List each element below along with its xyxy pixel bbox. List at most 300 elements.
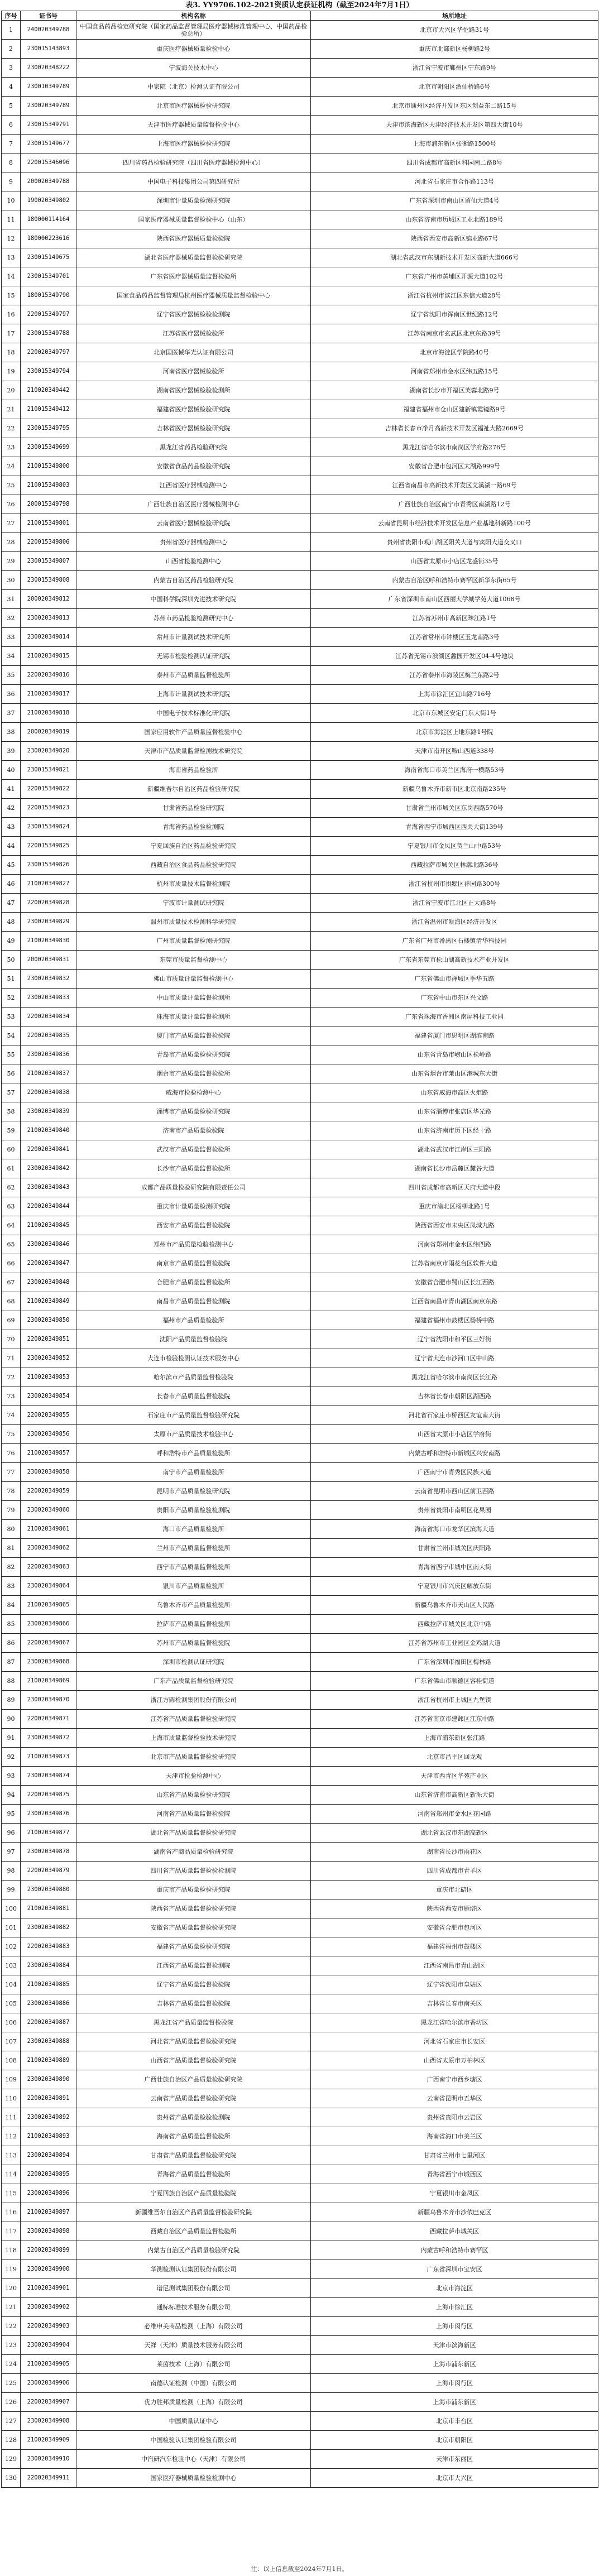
certificate-no-cell: 230015349824 [21, 818, 76, 837]
institution-name-cell: 上海市计量测试技术研究院 [76, 685, 311, 704]
institution-name-cell: 深圳市计量质量检测研究院 [76, 191, 311, 210]
certificate-no-cell: 230020349814 [21, 628, 76, 647]
address-cell: 浙江省宁波市鄞州区宁东路9号 [311, 59, 598, 78]
table-row [2, 1064, 598, 1083]
address-cell: 上海市闵行区 [311, 2317, 598, 2336]
serial-cell: 35 [2, 666, 21, 685]
serial-cell: 8 [2, 153, 21, 172]
certificate-no-cell: 220020349851 [21, 1330, 76, 1349]
institution-name-cell: 威海市检验检测中心 [76, 1083, 311, 1102]
table-row [2, 495, 598, 514]
certificate-no-cell: 230020349910 [21, 2450, 76, 2469]
certificate-no-cell: 210020349877 [21, 1824, 76, 1843]
serial-cell: 13 [2, 248, 21, 267]
table-row [2, 2431, 598, 2450]
serial-cell: 18 [2, 343, 21, 362]
certificate-no-cell: 230020349839 [21, 1102, 76, 1121]
certificate-no-cell: 220020349911 [21, 2469, 76, 2488]
serial-cell: 58 [2, 1102, 21, 1121]
table-row [2, 324, 598, 343]
institution-name-cell: 郑州市产品质量检验检测中心 [76, 1235, 311, 1254]
table-body [2, 21, 598, 2488]
serial-cell: 107 [2, 2032, 21, 2051]
certificate-no-cell: 220020349903 [21, 2317, 76, 2336]
address-cell: 山东省烟台市莱山区港城东大街 [311, 1064, 598, 1083]
table-row [2, 229, 598, 248]
serial-cell: 26 [2, 495, 21, 514]
table-row [2, 1349, 598, 1368]
serial-cell: 40 [2, 761, 21, 780]
table-row [2, 21, 598, 40]
serial-cell: 113 [2, 2146, 21, 2165]
institution-name-cell: 中家院（北京）检测认证有限公司 [76, 78, 311, 97]
serial-cell: 92 [2, 1748, 21, 1767]
institution-name-cell: 哈尔滨市产品质量监督检验院 [76, 1368, 311, 1387]
certificate-no-cell: 220020349875 [21, 1786, 76, 1805]
serial-cell: 36 [2, 685, 21, 704]
institution-name-cell: 湖北省产品质量监督检验研究院 [76, 1824, 311, 1843]
table-row [2, 1653, 598, 1672]
certificate-no-cell: 210020349857 [21, 1444, 76, 1463]
certificate-no-cell: 220020349847 [21, 1254, 76, 1273]
serial-cell: 99 [2, 1881, 21, 1899]
table-row [2, 666, 598, 685]
institution-name-cell: 安徽省产品质量监督检验研究院 [76, 1918, 311, 1937]
address-cell: 四川省成都市高新区科园南二路8号 [311, 153, 598, 172]
address-cell: 甘肃省兰州市城关区东岗西路570号 [311, 799, 598, 818]
certificate-no-cell: 220020349907 [21, 2393, 76, 2412]
serial-cell: 30 [2, 571, 21, 590]
table-row [2, 1330, 598, 1349]
institution-name-cell: 湖北省医疗器械质量监督检验研究院 [76, 248, 311, 267]
certificate-no-cell: 220020349879 [21, 1862, 76, 1881]
table-row [2, 305, 598, 324]
footnote: 注：以上信息截至2024年7月1日。 [251, 2565, 348, 2573]
address-cell: 湖北省武汉市江岸区三阳路 [311, 1140, 598, 1159]
certificate-no-cell: 210020349909 [21, 2431, 76, 2450]
table-row [2, 1235, 598, 1254]
institution-name-cell: 西安市产品质量监督检验院 [76, 1216, 311, 1235]
table-row [2, 1558, 598, 1577]
serial-cell: 25 [2, 476, 21, 495]
serial-cell: 106 [2, 2013, 21, 2032]
institution-name-cell: 合肥市产品质量监督检验所 [76, 1273, 311, 1292]
address-cell: 天津市滨海新区天津经济技术开发区第四大街10号 [311, 116, 598, 135]
table-row [2, 78, 598, 97]
address-cell: 西藏拉萨市城关区北京中路 [311, 1615, 598, 1634]
certificate-no-cell: 230020349852 [21, 1349, 76, 1368]
certificate-no-cell: 200020349819 [21, 723, 76, 742]
certificate-no-cell: 230020349862 [21, 1539, 76, 1558]
serial-cell: 87 [2, 1653, 21, 1672]
institution-name-cell: 天津市产品质量监督检测技术研究院 [76, 742, 311, 761]
table-row [2, 1994, 598, 2013]
table-row [2, 1425, 598, 1444]
certificate-no-cell: 230020349876 [21, 1805, 76, 1824]
address-cell: 天津市西青区华苑产业区 [311, 1767, 598, 1786]
certificate-no-cell: 230020349848 [21, 1273, 76, 1292]
address-cell: 西藏拉萨市城关区 [311, 2222, 598, 2241]
institution-name-cell: 上海市质量监督检验技术研究院 [76, 1729, 311, 1748]
address-cell: 山东省济南市历下区经十路 [311, 1121, 598, 1140]
address-cell: 河南省郑州市金水区纬四路 [311, 1235, 598, 1254]
institution-name-cell: 重庆医疗器械质量检验中心 [76, 40, 311, 59]
institution-name-cell: 北京市产品质量监督检验研究院 [76, 1748, 311, 1767]
certificate-no-cell: 220015349806 [21, 533, 76, 552]
address-cell: 新疆乌鲁木齐市沙依巴克区 [311, 2203, 598, 2222]
address-cell: 北京市朝阳区 [311, 2431, 598, 2450]
certificate-no-cell: 230015349808 [21, 571, 76, 590]
certified-institutions-table [1, 11, 598, 2488]
table-row [2, 1899, 598, 1918]
serial-cell: 98 [2, 1862, 21, 1881]
serial-cell: 91 [2, 1729, 21, 1748]
institution-name-cell: 昆明市产品质量检验研究院 [76, 1482, 311, 1501]
address-cell: 辽宁省大连市沙河口区中山路 [311, 1349, 598, 1368]
serial-cell: 119 [2, 2260, 21, 2279]
address-cell: 河北省石家庄市合作路113号 [311, 172, 598, 191]
certificate-no-cell: 210020349905 [21, 2355, 76, 2374]
address-cell: 辽宁省沈阳市皇姑区 [311, 1975, 598, 1994]
table-row [2, 362, 598, 381]
certificate-no-cell: 190020349802 [21, 191, 76, 210]
address-cell: 湖北省武汉市东湖新技术开发区高新大道666号 [311, 248, 598, 267]
serial-cell: 73 [2, 1387, 21, 1406]
table-row [2, 438, 598, 457]
header-certificate-no: 证书号 [21, 11, 76, 21]
serial-cell: 126 [2, 2393, 21, 2412]
address-cell: 浙江省杭州市拱墅区祥园路300号 [311, 875, 598, 894]
institution-name-cell: 辽宁省医疗器械检验检测院 [76, 305, 311, 324]
certificate-no-cell: 210020349865 [21, 1596, 76, 1615]
institution-name-cell: 乌鲁木齐市产品质量检验所 [76, 1596, 311, 1615]
serial-cell: 49 [2, 932, 21, 951]
institution-name-cell: 南京市产品质量监督检验院 [76, 1254, 311, 1273]
certificate-no-cell: 210015349803 [21, 476, 76, 495]
certificate-no-cell: 230020349882 [21, 1918, 76, 1937]
serial-cell: 47 [2, 894, 21, 913]
certificate-no-cell: 210020349815 [21, 647, 76, 666]
table-row [2, 1387, 598, 1406]
serial-cell: 60 [2, 1140, 21, 1159]
institution-name-cell: 贵阳市产品质量检验检测院 [76, 1501, 311, 1520]
certificate-no-cell: 220020349883 [21, 1937, 76, 1956]
certificate-no-cell: 230020349878 [21, 1843, 76, 1862]
address-cell: 江苏省泰州市海陵区梅兰东路2号 [311, 666, 598, 685]
address-cell: 广东省广州市黄埔区开源大道102号 [311, 267, 598, 286]
certificate-no-cell: 210020349881 [21, 1899, 76, 1918]
serial-cell: 45 [2, 856, 21, 875]
certificate-no-cell: 230020349908 [21, 2412, 76, 2431]
address-cell: 广东省深圳市南山区留仙大道4号 [311, 191, 598, 210]
serial-cell: 41 [2, 780, 21, 799]
serial-cell: 37 [2, 704, 21, 723]
institution-name-cell: 江西省医疗器械检测中心 [76, 476, 311, 495]
institution-name-cell: 兰州市产品质量监督检验所 [76, 1539, 311, 1558]
institution-name-cell: 银川市产品质量检验所 [76, 1577, 311, 1596]
serial-cell: 61 [2, 1159, 21, 1178]
address-cell: 山东省济南市历城区工业北路189号 [311, 210, 598, 229]
table-row [2, 1710, 598, 1729]
certificate-no-cell: 230020349880 [21, 1881, 76, 1899]
certificate-no-cell: 230020349902 [21, 2298, 76, 2317]
certificate-no-cell: 210020349861 [21, 1520, 76, 1539]
table-row [2, 1406, 598, 1425]
address-cell: 黑龙江省哈尔滨市南岗区长江路 [311, 1368, 598, 1387]
table-row [2, 2051, 598, 2070]
certificate-no-cell: 230020349854 [21, 1387, 76, 1406]
certificate-no-cell: 230015349826 [21, 856, 76, 875]
address-cell: 福建省福州市仓山区建新镇霞镜路9号 [311, 400, 598, 419]
table-row [2, 685, 598, 704]
address-cell: 山西省太原市小店区学府街 [311, 1425, 598, 1444]
table-row [2, 381, 598, 400]
table-row [2, 1634, 598, 1653]
address-cell: 山东省青岛市崂山区松岭路 [311, 1045, 598, 1064]
serial-cell: 34 [2, 647, 21, 666]
address-cell: 北京市朝阳区酒仙桥路6号 [311, 78, 598, 97]
serial-cell: 78 [2, 1482, 21, 1501]
certificate-no-cell: 230020349906 [21, 2374, 76, 2393]
address-cell: 浙江省杭州市上城区九堡镇 [311, 1691, 598, 1710]
serial-cell: 24 [2, 457, 21, 476]
institution-name-cell: 无锡市检验检测认证研究院 [76, 647, 311, 666]
address-cell: 陕西省西安市未央区凤城九路 [311, 1216, 598, 1235]
certificate-no-cell: 220020349899 [21, 2241, 76, 2260]
address-cell: 北京市海淀区上地东路1号院 [311, 723, 598, 742]
institution-name-cell: 福建省产品质量检验研究院 [76, 1937, 311, 1956]
address-cell: 上海市浦东新区张江路 [311, 1729, 598, 1748]
serial-cell: 62 [2, 1178, 21, 1197]
institution-name-cell: 青海省药品检验检测院 [76, 818, 311, 837]
table-row [2, 1102, 598, 1121]
serial-cell: 4 [2, 78, 21, 97]
institution-name-cell: 宁波海关技术中心 [76, 59, 311, 78]
serial-cell: 57 [2, 1083, 21, 1102]
serial-cell: 46 [2, 875, 21, 894]
address-cell: 辽宁省沈阳市和平区三好街 [311, 1330, 598, 1349]
institution-name-cell: 宁波市计量测试研究院 [76, 894, 311, 913]
certificate-no-cell: 210020349893 [21, 2127, 76, 2146]
serial-cell: 39 [2, 742, 21, 761]
institution-name-cell: 湖南省产商品质量检验研究院 [76, 1843, 311, 1862]
serial-cell: 43 [2, 818, 21, 837]
serial-cell: 111 [2, 2108, 21, 2127]
address-cell: 江西省南昌市高新技术开发区艾溪湖一路69号 [311, 476, 598, 495]
institution-name-cell: 南德认证检测（中国）有限公司 [76, 2374, 311, 2393]
certificate-no-cell: 230020349858 [21, 1463, 76, 1482]
institution-name-cell: 江苏省产品质量监督检验研究院 [76, 1710, 311, 1729]
certificate-no-cell: 220020349895 [21, 2165, 76, 2184]
address-cell: 北京市海淀区 [311, 2279, 598, 2298]
serial-cell: 55 [2, 1045, 21, 1064]
institution-name-cell: 安徽省食品药品检验研究院 [76, 457, 311, 476]
certificate-no-cell: 230015349821 [21, 761, 76, 780]
serial-cell: 95 [2, 1805, 21, 1824]
institution-name-cell: 河北省产品质量监督检验研究院 [76, 2032, 311, 2051]
table-row [2, 2317, 598, 2336]
certificate-no-cell: 230015349807 [21, 552, 76, 571]
certificate-no-cell: 230020349820 [21, 742, 76, 761]
serial-cell: 80 [2, 1520, 21, 1539]
address-cell: 湖南省长沙市岳麓区麓谷大道 [311, 1159, 598, 1178]
address-cell: 上海市闵行区 [311, 2374, 598, 2393]
certificate-no-cell: 220020349871 [21, 1710, 76, 1729]
institution-name-cell: 山东省产品质量检验研究院 [76, 1786, 311, 1805]
institution-name-cell: 西藏自治区食品药品检验研究院 [76, 856, 311, 875]
institution-name-cell: 云南省医疗器械检验研究院 [76, 514, 311, 533]
address-cell: 广东省中山市东区兴文路 [311, 989, 598, 1008]
address-cell: 贵州省贵阳市南明区花果园 [311, 1501, 598, 1520]
certificate-no-cell: 220015346096 [21, 153, 76, 172]
address-cell: 上海市徐汇区 [311, 2298, 598, 2317]
address-cell: 吉林省长春市净月高新技术开发区福祉大路2669号 [311, 419, 598, 438]
institution-name-cell: 黑龙江省产品质量监督检验院 [76, 2013, 311, 2032]
institution-name-cell: 青海省产品质量监督检验所 [76, 2165, 311, 2184]
institution-name-cell: 淄博市产品质量检验研究院 [76, 1102, 311, 1121]
serial-cell: 123 [2, 2336, 21, 2355]
address-cell: 新疆乌鲁木齐市天山区人民路 [311, 1596, 598, 1615]
table-row [2, 742, 598, 761]
serial-cell: 84 [2, 1596, 21, 1615]
institution-name-cell: 河南省产品质量监督检验院 [76, 1805, 311, 1824]
serial-cell: 124 [2, 2355, 21, 2374]
address-cell: 内蒙古自治区呼和浩特市赛罕区新华东街65号 [311, 571, 598, 590]
address-cell: 内蒙古呼和浩特市赛罕区 [311, 2241, 598, 2260]
table-row [2, 1008, 598, 1026]
table-row [2, 2469, 598, 2488]
address-cell: 辽宁省沈阳市浑南区世纪路12号 [311, 305, 598, 324]
address-cell: 上海市浦东新区张衡路1500号 [311, 135, 598, 153]
address-cell: 山西省太原市小店区龙盛街35号 [311, 552, 598, 571]
institution-name-cell: 贵州省产品质量检验检测院 [76, 2108, 311, 2127]
institution-name-cell: 西宁市产品质量监督检验所 [76, 1558, 311, 1577]
address-cell: 广西壮族自治区南宁市青秀区南湖路12号 [311, 495, 598, 514]
institution-name-cell: 中国电子科技集团公司第四研究所 [76, 172, 311, 191]
institution-name-cell: 中国电子技术标准化研究院 [76, 704, 311, 723]
address-cell: 福建省福州市鼓楼区杨桥中路 [311, 1311, 598, 1330]
institution-name-cell: 珠海市质量计量监督检测所 [76, 1008, 311, 1026]
institution-name-cell: 重庆市计量质量检测研究院 [76, 1197, 311, 1216]
certificate-no-cell: 230020349842 [21, 1159, 76, 1178]
table-row [2, 400, 598, 419]
certificate-no-cell: 230020349892 [21, 2108, 76, 2127]
table-row [2, 59, 598, 78]
serial-cell: 76 [2, 1444, 21, 1463]
certificate-no-cell: 230015349701 [21, 267, 76, 286]
address-cell: 黑龙江省哈尔滨市南岗区学府路276号 [311, 438, 598, 457]
certificate-no-cell: 200020349788 [21, 172, 76, 191]
institution-name-cell: 南昌市产品质量监督检测院 [76, 1292, 311, 1311]
certificate-no-cell: 220020349887 [21, 2013, 76, 2032]
institution-name-cell: 海口市产品质量检验所 [76, 1520, 311, 1539]
address-cell: 上海市徐汇区宜山路716号 [311, 685, 598, 704]
institution-name-cell: 广州市质量监督检测研究院 [76, 932, 311, 951]
address-cell: 江西省南昌市青山湖区 [311, 1956, 598, 1975]
address-cell: 天津市滨海新区 [311, 2336, 598, 2355]
table-row [2, 1824, 598, 1843]
address-cell: 青海省西宁市城中区南大街 [311, 1558, 598, 1577]
address-cell: 浙江省杭州市滨江区东信大道28号 [311, 286, 598, 305]
certificate-no-cell: 220020349838 [21, 1083, 76, 1102]
address-cell: 广东省深圳市南山区西丽大学城学苑大道1068号 [311, 590, 598, 609]
table-row [2, 628, 598, 647]
serial-cell: 69 [2, 1311, 21, 1330]
table-row [2, 1937, 598, 1956]
table-row [2, 267, 598, 286]
table-row [2, 97, 598, 116]
table-row [2, 135, 598, 153]
institution-name-cell: 山西省检验检测中心 [76, 552, 311, 571]
address-cell: 北京市丰台区 [311, 2412, 598, 2431]
serial-cell: 16 [2, 305, 21, 324]
table-row [2, 1918, 598, 1937]
table-row [2, 590, 598, 609]
serial-cell: 128 [2, 2431, 21, 2450]
institution-name-cell: 新疆维吾尔自治区药品检验研究院 [76, 780, 311, 799]
table-row [2, 2336, 598, 2355]
address-cell: 广东省深圳市福田区梅林路 [311, 1653, 598, 1672]
table-row [2, 856, 598, 875]
certificate-no-cell: 220015349823 [21, 799, 76, 818]
address-cell: 天津市南开区鞍山西道338号 [311, 742, 598, 761]
institution-name-cell: 成都产品质量检验研究院有限责任公司 [76, 1178, 311, 1197]
certificate-no-cell: 230020349870 [21, 1691, 76, 1710]
address-cell: 山东省威海市高区火炬路 [311, 1083, 598, 1102]
institution-name-cell: 中国检验认证集团检验有限公司 [76, 2431, 311, 2450]
table-row [2, 799, 598, 818]
institution-name-cell: 北京国医械华光认证有限公司 [76, 343, 311, 362]
institution-name-cell: 内蒙古自治区产品质量检验研究院 [76, 2241, 311, 2260]
institution-name-cell: 重庆市产品质量检验研究院 [76, 1881, 311, 1899]
institution-name-cell: 温州市质量技术检测科学研究院 [76, 913, 311, 932]
institution-name-cell: 上海市医疗器械检验研究院 [76, 135, 311, 153]
serial-cell: 116 [2, 2203, 21, 2222]
institution-name-cell: 大连市检验检测认证技术服务中心 [76, 1349, 311, 1368]
serial-cell: 83 [2, 1577, 21, 1596]
address-cell: 北京市昌平区回龙观 [311, 1748, 598, 1767]
table-row [2, 989, 598, 1008]
serial-cell: 88 [2, 1672, 21, 1691]
table-row [2, 1767, 598, 1786]
address-cell: 四川省成都市高新区天府大道中段 [311, 1178, 598, 1197]
certificate-no-cell: 210020349845 [21, 1216, 76, 1235]
table-row [2, 2032, 598, 2051]
institution-name-cell: 优力胜邦质量检测（上海）有限公司 [76, 2393, 311, 2412]
table-row [2, 1083, 598, 1102]
table-row [2, 1254, 598, 1273]
institution-name-cell: 西藏自治区产品质量监督检验所 [76, 2222, 311, 2241]
table-row [2, 552, 598, 571]
institution-name-cell: 国家医疗器械质量监督检验中心（山东） [76, 210, 311, 229]
certificate-no-cell: 200020349831 [21, 951, 76, 970]
table-row [2, 2260, 598, 2279]
address-cell: 重庆市北部新区杨柳路2号 [311, 40, 598, 59]
institution-name-cell: 辽宁省产品质量监督检验院 [76, 1975, 311, 1994]
certificate-no-cell: 230020349886 [21, 1994, 76, 2013]
institution-name-cell: 太原市产品质量技术检验中心 [76, 1425, 311, 1444]
serial-cell: 75 [2, 1425, 21, 1444]
certificate-no-cell: 230020349900 [21, 2260, 76, 2279]
table-row [2, 1140, 598, 1159]
table-row [2, 1444, 598, 1463]
institution-name-cell: 厦门市产品质量监督检验院 [76, 1026, 311, 1045]
address-cell: 四川省成都市青羊区 [311, 1862, 598, 1881]
serial-cell: 15 [2, 286, 21, 305]
serial-cell: 108 [2, 2051, 21, 2070]
certificate-no-cell: 210020349442 [21, 381, 76, 400]
institution-name-cell: 宁夏回族自治区药品检验研究院 [76, 837, 311, 856]
